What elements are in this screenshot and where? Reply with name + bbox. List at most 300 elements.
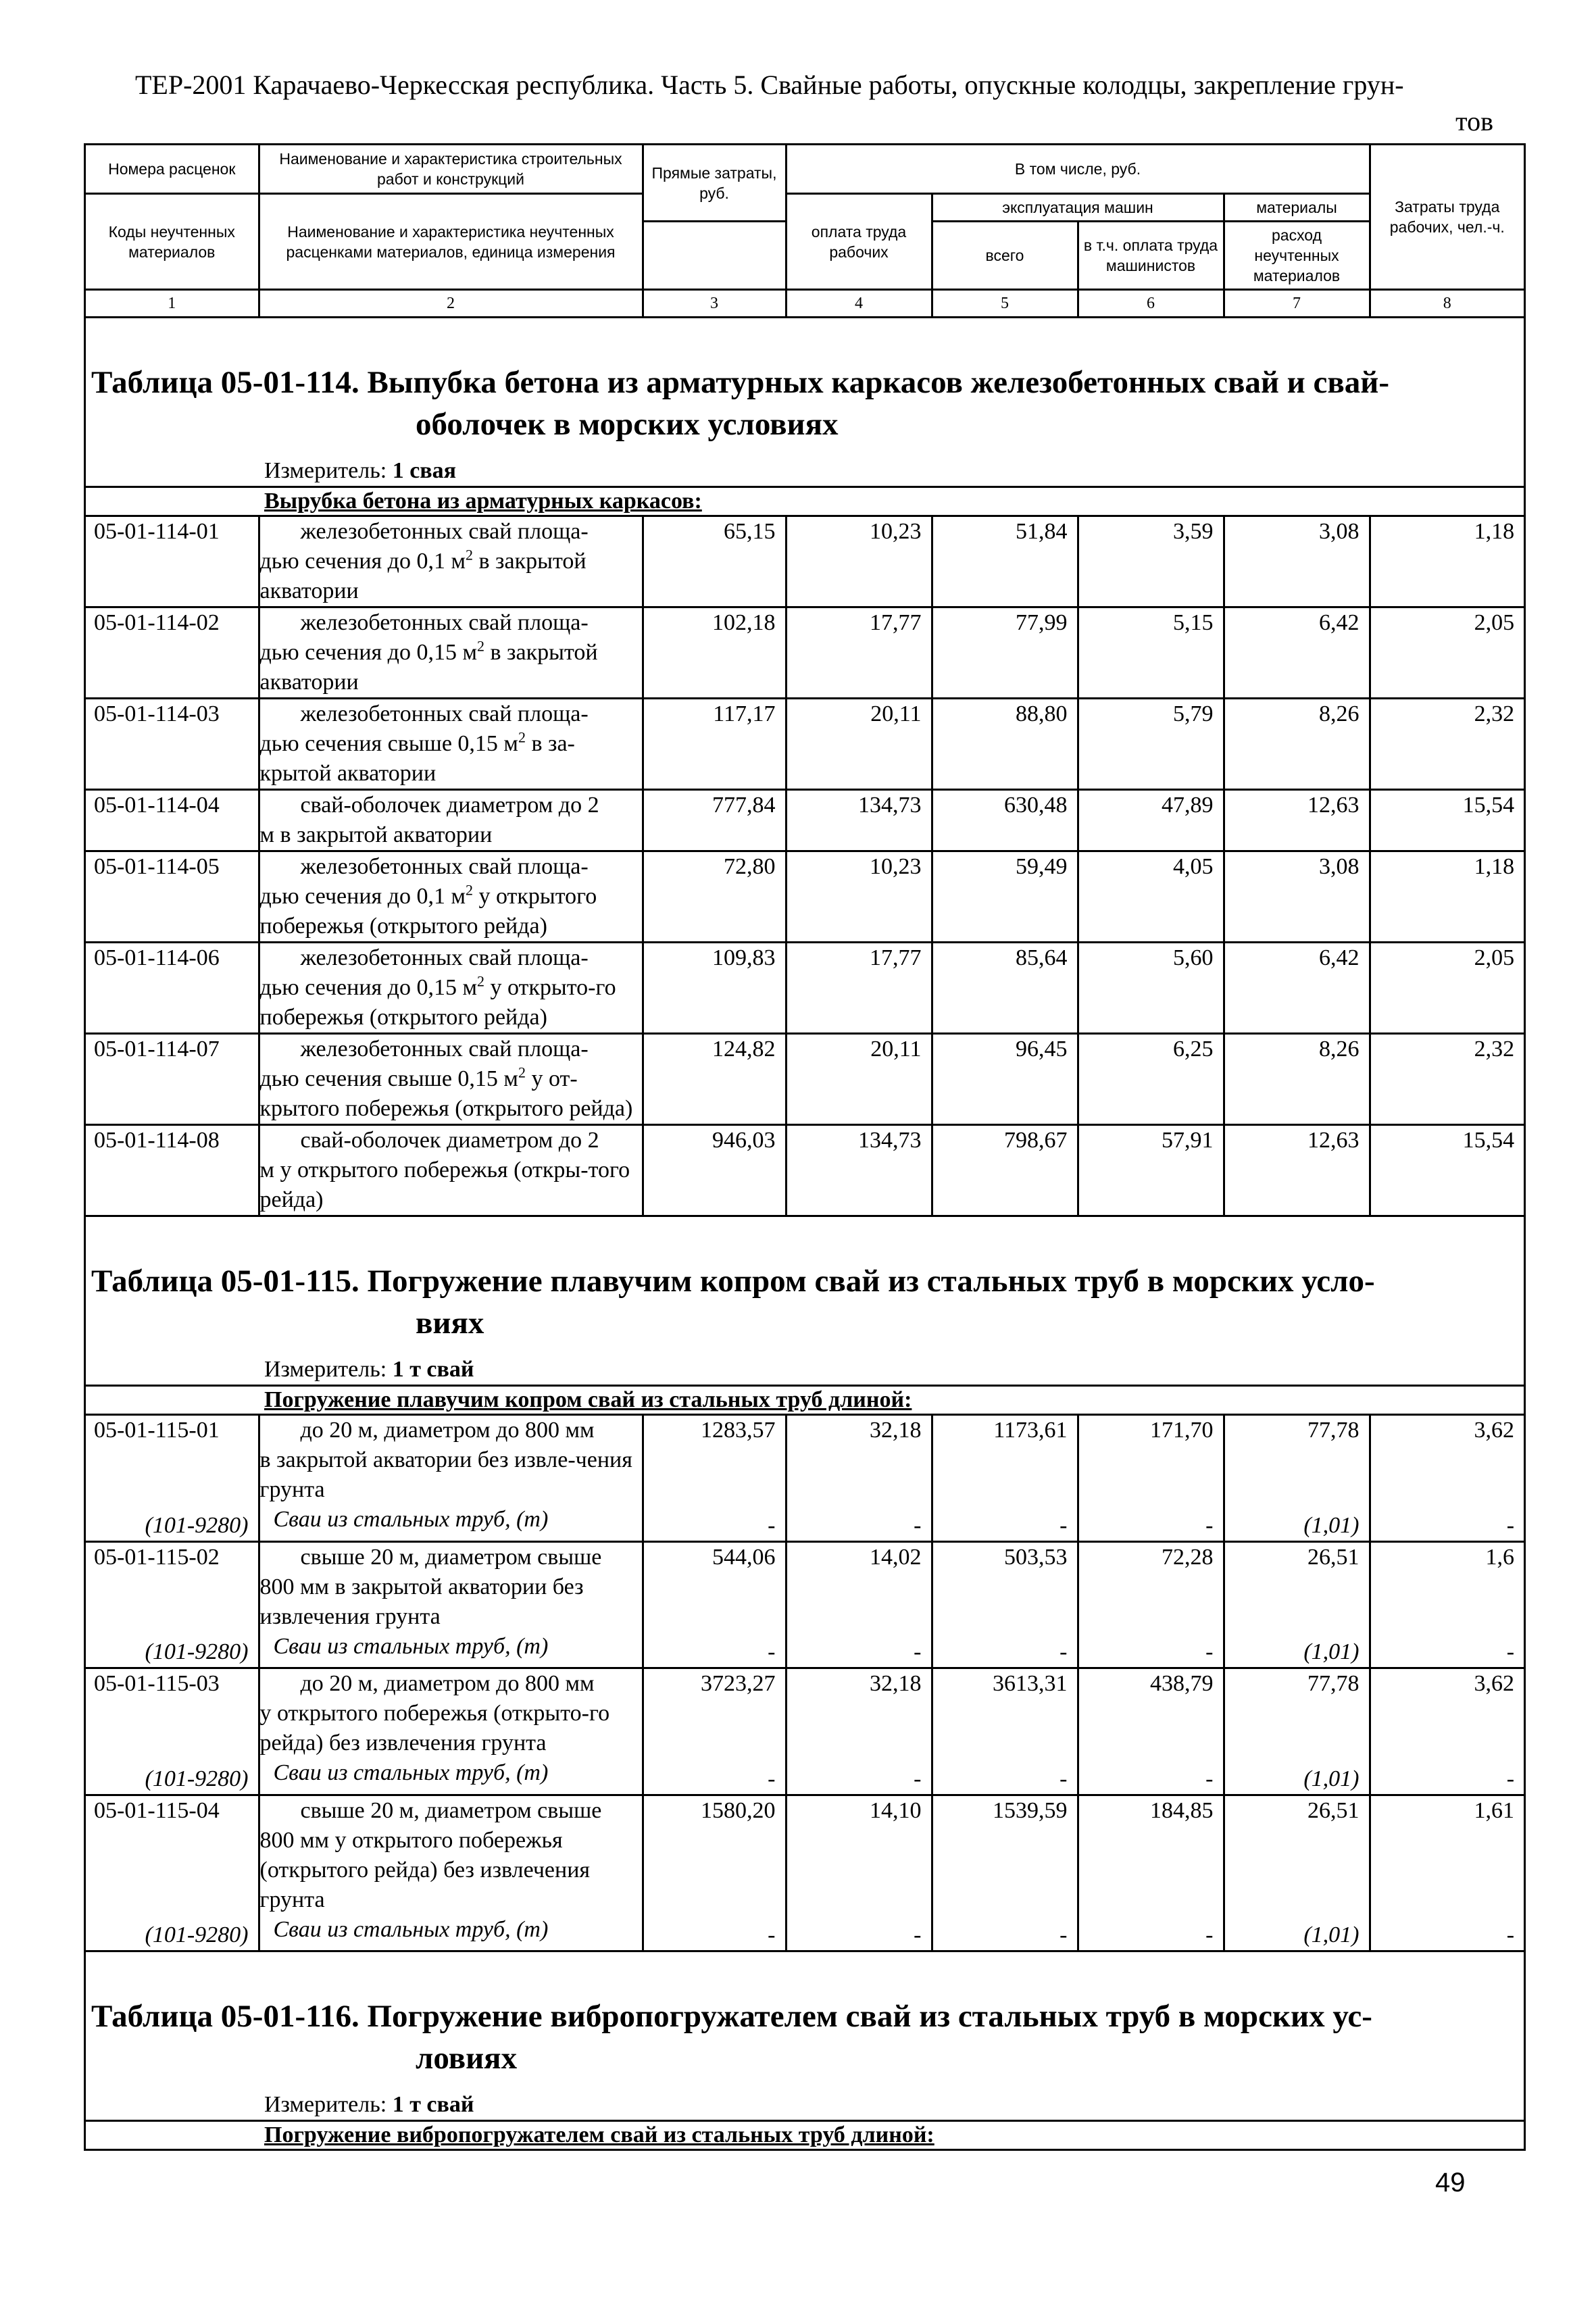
measure-unit	[86, 445, 1524, 486]
value-cell	[1370, 1125, 1524, 1216]
value: 1283,57	[701, 1418, 776, 1443]
rate-table	[86, 318, 1524, 1217]
measure-label: Измеритель:	[264, 458, 387, 483]
work-description-rest: дью сечения до 0,1 $м^2$ у открытого побережья (открытого рейда)	[259, 881, 597, 939]
value: 14,10	[870, 1797, 922, 1823]
value-cell	[1370, 516, 1524, 607]
material-value: -	[1205, 1512, 1214, 1538]
value-cell	[1370, 943, 1524, 1034]
material-value: -	[768, 1512, 776, 1538]
material-value: (1,01)	[1303, 1639, 1360, 1664]
work-description-cell	[259, 516, 643, 607]
rate-code: 05-01-114-07	[94, 1037, 220, 1062]
value: 1173,61	[993, 1418, 1068, 1443]
value: 3613,31	[993, 1671, 1068, 1696]
rate-code-cell	[86, 607, 259, 699]
material-value: (1,01)	[1303, 1512, 1360, 1538]
value: 26,51	[1307, 1797, 1360, 1823]
work-description-rest: дью сечения свыше 0,15 $м^2$ у от-крытого побережья (открытого рейда)	[259, 1064, 633, 1121]
value: 96,45	[1016, 1037, 1068, 1062]
table-title-line-1: Таблица 05-01-115. Погружение плавучим копром свай из стальных труб в морских усло-	[91, 1264, 1375, 1299]
material-code: (101-9280)	[145, 1922, 249, 1947]
table-title-line-1: Таблица 05-01-114. Выпубка бетона из арматурных каркасов железобетонных свай и свай-	[91, 365, 1389, 400]
table-row	[86, 1125, 1524, 1216]
value: 102,18	[712, 610, 776, 635]
value: 2,05	[1474, 610, 1515, 635]
value: 10,23	[870, 519, 922, 544]
value-cell	[1078, 1795, 1224, 1951]
table-row	[86, 851, 1524, 943]
value-cell	[1078, 1541, 1224, 1668]
material-value: -	[914, 1766, 922, 1791]
value-cell	[1224, 1541, 1370, 1668]
value: 17,77	[870, 610, 922, 635]
measure-value: 1 т свай	[392, 1357, 474, 1382]
value-cell	[1078, 1125, 1224, 1216]
value: 12,63	[1307, 793, 1360, 818]
rate-code: 05-01-114-06	[94, 945, 220, 970]
work-description-cell	[259, 1415, 643, 1542]
value: 15,54	[1462, 793, 1515, 818]
table-title	[86, 1952, 1524, 2079]
rate-code-cell	[86, 699, 259, 790]
column-number: 5	[932, 290, 1078, 318]
rate-code-cell	[86, 1415, 259, 1542]
price-table-sheet	[84, 143, 1526, 2151]
material-value: -	[914, 1922, 922, 1947]
value-cell	[932, 1541, 1078, 1668]
value-cell	[932, 516, 1078, 607]
material-name: Сваи из стальных труб, (т)	[273, 1633, 549, 1659]
table-title	[86, 318, 1524, 445]
work-description-rest: дью сечения до 0,15 $м^2$ у открыто-го побережья (открытого рейда)	[259, 972, 616, 1030]
value-cell	[786, 1541, 932, 1668]
material-value: -	[1059, 1766, 1068, 1791]
value: 946,03	[712, 1128, 776, 1153]
table-title-line-1: Таблица 05-01-116. Погружение вибропогружателем свай из стальных труб в морских ус-	[91, 1999, 1372, 2034]
table-row	[86, 1541, 1524, 1668]
value: 2,32	[1474, 701, 1515, 726]
value: 117,17	[713, 701, 776, 726]
value: 32,18	[870, 1418, 922, 1443]
material-value: -	[1506, 1639, 1515, 1664]
value: 134,73	[858, 1128, 922, 1153]
work-description-rest: м у открытого побережья (откры-того рейда)	[259, 1158, 630, 1212]
material-name: Сваи из стальных труб, (т)	[273, 1916, 549, 1942]
work-description-first: железобетонных свай площа-	[300, 1037, 589, 1062]
value: 3,62	[1474, 1418, 1515, 1443]
table-row	[86, 1795, 1524, 1951]
work-description-cell	[259, 790, 643, 851]
page-header	[135, 66, 1493, 141]
material-code: (101-9280)	[145, 1766, 249, 1791]
value: 2,05	[1474, 945, 1515, 970]
table-row	[86, 943, 1524, 1034]
table-caption	[86, 318, 1524, 487]
value-cell	[932, 699, 1078, 790]
rate-code: 05-01-115-01	[94, 1418, 220, 1443]
work-description-first: до 20 м, диаметром до 800 мм	[300, 1418, 595, 1443]
table-caption	[86, 1952, 1524, 2121]
rate-code-cell	[86, 790, 259, 851]
value: 15,54	[1462, 1128, 1515, 1153]
value-cell	[786, 607, 932, 699]
value: 124,82	[712, 1037, 776, 1062]
value-cell	[1224, 943, 1370, 1034]
value-cell	[932, 1415, 1078, 1542]
value-cell	[1078, 607, 1224, 699]
work-group-heading: Погружение плавучим копром свай из стальных труб длиной:	[86, 1386, 1524, 1415]
rate-tables	[86, 318, 1524, 2151]
value-cell	[1370, 851, 1524, 943]
rate-code: 05-01-114-08	[94, 1128, 220, 1153]
col-header-material-name: Наименование и характеристика неучтенных расценками материалов, единица измерения	[259, 194, 643, 290]
rate-code-cell	[86, 943, 259, 1034]
value-cell	[1078, 1415, 1224, 1542]
value: 59,49	[1016, 854, 1068, 879]
value-cell	[1224, 1125, 1370, 1216]
material-value: (1,01)	[1303, 1766, 1360, 1791]
col-header-worker-pay: оплата труда рабочих	[786, 194, 932, 290]
col-header-direct-costs: Прямые затраты, руб.	[643, 145, 786, 222]
column-number: 8	[1370, 290, 1524, 318]
value: 72,28	[1162, 1544, 1214, 1570]
table-row	[86, 516, 1524, 607]
value-cell	[1370, 1668, 1524, 1795]
value: 1,6	[1485, 1544, 1515, 1570]
value-cell	[786, 1415, 932, 1542]
value: 3,62	[1474, 1671, 1515, 1696]
col-header-material-consumption: расход неучтенных материалов	[1224, 222, 1370, 290]
rate-code: 05-01-114-01	[94, 519, 220, 544]
col-header-name: Наименование и характеристика строительных работ и конструкций	[259, 145, 643, 194]
measure-label: Измеритель:	[264, 2092, 387, 2117]
value-cell	[1370, 1034, 1524, 1125]
value: 503,53	[1004, 1544, 1068, 1570]
table-row	[86, 1415, 1524, 1542]
value: 5,15	[1173, 610, 1214, 635]
work-group-heading: Вырубка бетона из арматурных каркасов:	[86, 487, 1524, 516]
value: 57,91	[1162, 1128, 1214, 1153]
col-header-material-codes: Коды неучтенных материалов	[86, 194, 259, 290]
value-cell	[1078, 516, 1224, 607]
rate-code: 05-01-114-02	[94, 610, 220, 635]
value-cell	[643, 943, 786, 1034]
value-cell	[786, 790, 932, 851]
value-cell	[1370, 607, 1524, 699]
value: 10,23	[870, 854, 922, 879]
work-description-rest: дью сечения до 0,15 $м^2$ в закрытой акватории	[259, 637, 598, 695]
value-cell	[1224, 607, 1370, 699]
table-row	[86, 699, 1524, 790]
work-description-first: свыше 20 м, диаметром свыше	[300, 1797, 602, 1823]
value: 3,08	[1319, 854, 1360, 879]
value-cell	[786, 1034, 932, 1125]
value: 3723,27	[701, 1671, 776, 1696]
value: 77,99	[1016, 610, 1068, 635]
value-cell	[1370, 1795, 1524, 1951]
column-header-table	[86, 143, 1524, 318]
value-cell	[1224, 851, 1370, 943]
rate-code: 05-01-114-04	[94, 793, 220, 818]
material-value: -	[1059, 1639, 1068, 1664]
rate-code: 05-01-115-03	[94, 1671, 220, 1696]
value-cell	[1224, 1795, 1370, 1951]
value-cell	[932, 790, 1078, 851]
value-cell	[786, 1795, 932, 1951]
value-cell	[643, 1795, 786, 1951]
value: 777,84	[712, 793, 776, 818]
work-description-cell	[259, 943, 643, 1034]
value: 134,73	[858, 793, 922, 818]
value-cell	[932, 1125, 1078, 1216]
header-line-2: тов	[1455, 106, 1493, 136]
material-name: Сваи из стальных труб, (т)	[273, 1760, 549, 1785]
value-cell	[1078, 790, 1224, 851]
page-number: 49	[1435, 2168, 1466, 2197]
value: 47,89	[1162, 793, 1214, 818]
value: 14,02	[870, 1544, 922, 1570]
value: 77,78	[1307, 1418, 1360, 1443]
value: 1580,20	[701, 1797, 776, 1823]
value: 1,61	[1474, 1797, 1515, 1823]
value: 5,60	[1173, 945, 1214, 970]
value-cell	[643, 790, 786, 851]
column-number: 4	[786, 290, 932, 318]
material-value: -	[768, 1766, 776, 1791]
col-header-materials: материалы	[1224, 194, 1370, 222]
value: 51,84	[1016, 519, 1068, 544]
column-number: 1	[86, 290, 259, 318]
value-cell	[786, 516, 932, 607]
material-value: -	[1506, 1922, 1515, 1947]
value: 184,85	[1150, 1797, 1214, 1823]
value-cell	[1078, 1668, 1224, 1795]
value: 26,51	[1307, 1544, 1360, 1570]
measure-unit	[86, 2079, 1524, 2120]
value: 1539,59	[993, 1797, 1068, 1823]
value: 8,26	[1319, 701, 1360, 726]
work-description-rest: 800 мм в закрытой акватории без извлечения грунта	[259, 1574, 584, 1629]
column-number: 3	[643, 290, 786, 318]
value: 544,06	[712, 1544, 776, 1570]
material-value: -	[1205, 1639, 1214, 1664]
table-title	[86, 1217, 1524, 1344]
value-cell	[1370, 1541, 1524, 1668]
measure-value: 1 т свай	[392, 2092, 474, 2117]
value-cell	[932, 607, 1078, 699]
work-description-first: свай-оболочек диаметром до 2	[300, 1128, 599, 1153]
work-description-cell	[259, 699, 643, 790]
value: 85,64	[1016, 945, 1068, 970]
col-header-labor-hours: Затраты труда рабочих, чел.-ч.	[1370, 145, 1524, 290]
work-description-cell	[259, 1034, 643, 1125]
col-header-including: В том числе, руб.	[786, 145, 1370, 194]
value-cell	[643, 516, 786, 607]
material-value: -	[768, 1922, 776, 1947]
value: 3,08	[1319, 519, 1360, 544]
material-value: -	[1059, 1512, 1068, 1538]
value-cell	[786, 943, 932, 1034]
value: 6,42	[1319, 610, 1360, 635]
column-number: 7	[1224, 290, 1370, 318]
work-description-first: железобетонных свай площа-	[300, 701, 589, 726]
value: 4,05	[1173, 854, 1214, 879]
value: 6,25	[1173, 1037, 1214, 1062]
table-row	[86, 790, 1524, 851]
value-cell	[1224, 516, 1370, 607]
table-caption	[86, 1217, 1524, 1386]
value: 12,63	[1307, 1128, 1360, 1153]
value-cell	[643, 1541, 786, 1668]
material-value: -	[1205, 1922, 1214, 1947]
value-cell	[643, 699, 786, 790]
value-cell	[786, 699, 932, 790]
value-cell	[1224, 699, 1370, 790]
column-number: 6	[1078, 290, 1224, 318]
table-title-line-2: оболочек в морских условиях	[416, 407, 839, 442]
col-header-machinist-pay: в т.ч. оплата труда машинистов	[1078, 222, 1224, 290]
measure-unit	[86, 1344, 1524, 1385]
col-header-codes: Номера расценок	[86, 145, 259, 194]
work-description-first: до 20 м, диаметром до 800 мм	[300, 1671, 595, 1696]
value: 6,42	[1319, 945, 1360, 970]
value: 8,26	[1319, 1037, 1360, 1062]
value: 109,83	[712, 945, 776, 970]
material-code: (101-9280)	[145, 1639, 249, 1664]
work-description-rest: 800 мм у открытого побережья (открытого рейда) без извлечения грунта	[259, 1827, 591, 1912]
value-cell	[1224, 1034, 1370, 1125]
table-title-line-2: ловиях	[416, 2041, 518, 2076]
table-row	[86, 1034, 1524, 1125]
material-value: -	[1506, 1766, 1515, 1791]
value-cell	[1370, 790, 1524, 851]
value-cell	[1370, 1415, 1524, 1542]
value-cell	[643, 1668, 786, 1795]
col-header-machines-total: всего	[932, 222, 1078, 290]
value-cell	[1078, 851, 1224, 943]
work-description-cell	[259, 1541, 643, 1668]
rate-table	[86, 1217, 1524, 1952]
value-cell	[1078, 943, 1224, 1034]
work-description-first: свыше 20 м, диаметром свыше	[300, 1544, 602, 1570]
measure-label: Измеритель:	[264, 1357, 387, 1382]
value: 20,11	[870, 1037, 922, 1062]
material-value: -	[1506, 1512, 1515, 1538]
header-line-1: ТЕР-2001 Карачаево-Черкесская республика. Часть 5. Свайные работы, опускные колодцы, закрепление грун-	[135, 70, 1404, 100]
value-cell	[786, 851, 932, 943]
value: 438,79	[1150, 1671, 1214, 1696]
work-description-rest: у открытого побережья (открыто-го рейда) без извлечения грунта	[259, 1701, 610, 1756]
value: 72,80	[724, 854, 776, 879]
value-cell	[1224, 790, 1370, 851]
rate-code-cell	[86, 1795, 259, 1951]
rate-code-cell	[86, 1125, 259, 1216]
work-description-first: железобетонных свай площа-	[300, 610, 589, 635]
value: 1,18	[1474, 519, 1515, 544]
material-value: -	[914, 1639, 922, 1664]
work-group-heading: Погружение вибропогружателем свай из стальных труб длиной:	[86, 2121, 1524, 2150]
rate-code-cell	[86, 851, 259, 943]
value: 171,70	[1150, 1418, 1214, 1443]
rate-code-cell	[86, 1541, 259, 1668]
rate-code-cell	[86, 1668, 259, 1795]
value-cell	[1224, 1415, 1370, 1542]
value: 1,18	[1474, 854, 1515, 879]
material-value: -	[914, 1512, 922, 1538]
material-value: (1,01)	[1303, 1922, 1360, 1947]
work-description-first: железобетонных свай площа-	[300, 854, 589, 879]
work-description-cell	[259, 607, 643, 699]
value: 3,59	[1173, 519, 1214, 544]
table-row	[86, 1668, 1524, 1795]
value-cell	[786, 1125, 932, 1216]
value: 630,48	[1004, 793, 1068, 818]
measure-value: 1 свая	[392, 458, 457, 483]
value-cell	[643, 1034, 786, 1125]
value-cell	[643, 1415, 786, 1542]
value-cell	[643, 607, 786, 699]
material-value: -	[1205, 1766, 1214, 1791]
value: 17,77	[870, 945, 922, 970]
work-description-rest: м в закрытой акватории	[259, 822, 493, 847]
column-number: 2	[259, 290, 643, 318]
value-cell	[932, 1668, 1078, 1795]
work-description-rest: дью сечения до 0,1 $м^2$ в закрытой акватории	[259, 546, 587, 603]
work-description-cell	[259, 1668, 643, 1795]
value-cell	[786, 1668, 932, 1795]
value: 77,78	[1307, 1671, 1360, 1696]
value: 20,11	[870, 701, 922, 726]
material-code: (101-9280)	[145, 1512, 249, 1538]
value: 65,15	[724, 519, 776, 544]
value: 2,32	[1474, 1037, 1515, 1062]
work-description-first: свай-оболочек диаметром до 2	[300, 793, 599, 818]
work-description-first: железобетонных свай площа-	[300, 945, 589, 970]
rate-code: 05-01-115-02	[94, 1544, 220, 1570]
value-cell	[932, 943, 1078, 1034]
work-description-cell	[259, 1795, 643, 1951]
work-description-cell	[259, 1125, 643, 1216]
value-cell	[932, 1034, 1078, 1125]
value: 5,79	[1173, 701, 1214, 726]
work-description-cell	[259, 851, 643, 943]
value: 798,67	[1004, 1128, 1068, 1153]
work-description-first: железобетонных свай площа-	[300, 519, 589, 544]
value-cell	[643, 1125, 786, 1216]
rate-code: 05-01-114-05	[94, 854, 220, 879]
material-value: -	[768, 1639, 776, 1664]
value-cell	[1370, 699, 1524, 790]
value-cell	[1224, 1668, 1370, 1795]
table-row	[86, 607, 1524, 699]
rate-code-cell	[86, 516, 259, 607]
value: 32,18	[870, 1671, 922, 1696]
rate-table	[86, 1952, 1524, 2151]
col-header-machines: эксплуатация машин	[932, 194, 1224, 222]
work-description-rest: дью сечения свыше 0,15 $м^2$ в за-крытой акватории	[259, 728, 575, 786]
value: 88,80	[1016, 701, 1068, 726]
value-cell	[1078, 699, 1224, 790]
work-description-rest: в закрытой акватории без извле-чения грунта	[259, 1447, 632, 1502]
value-cell	[1078, 1034, 1224, 1125]
table-title-line-2: виях	[416, 1305, 484, 1341]
material-value: -	[1059, 1922, 1068, 1947]
column-numbers-row	[86, 290, 1524, 318]
value-cell	[643, 851, 786, 943]
rate-code: 05-01-115-04	[94, 1797, 220, 1823]
rate-code-cell	[86, 1034, 259, 1125]
